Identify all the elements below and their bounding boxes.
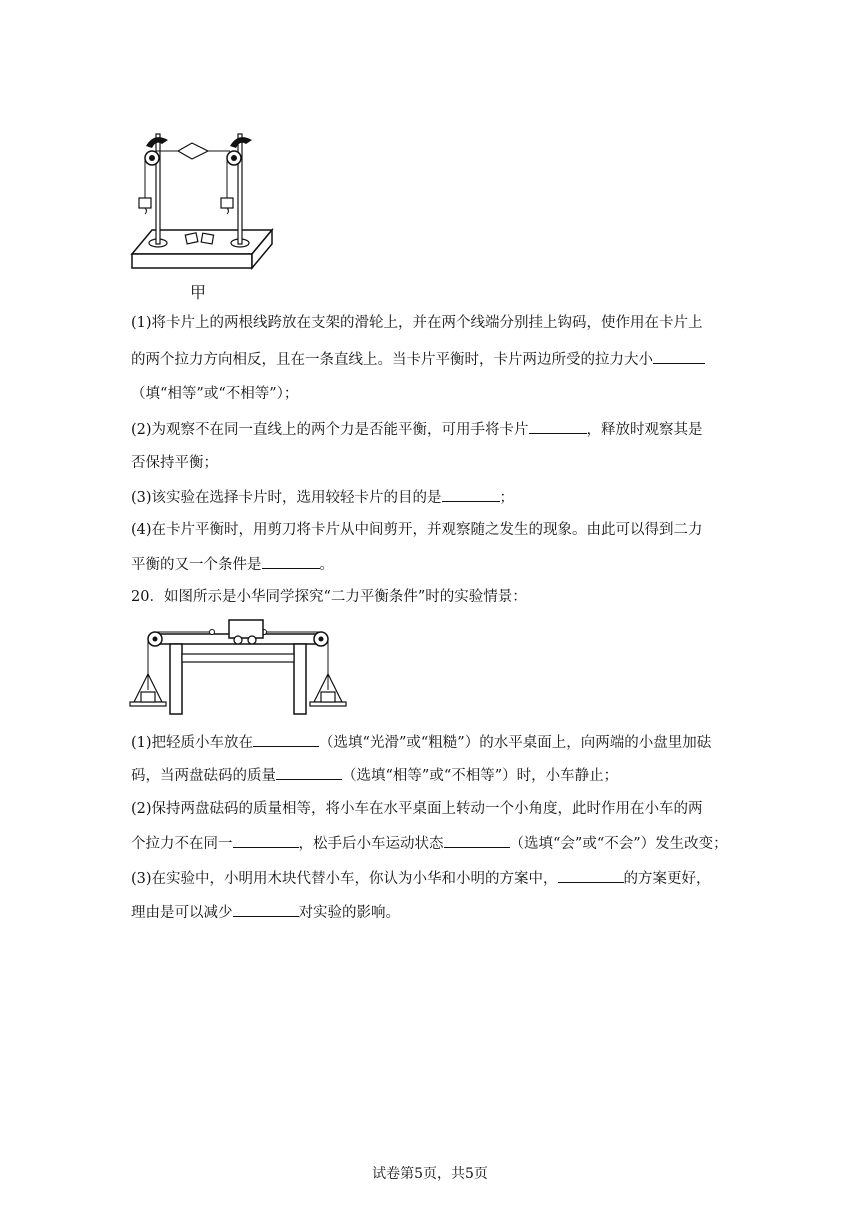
answer-blank[interactable] [233, 902, 299, 917]
q20-part3-line2: 理由是可以减少 对实验的影响。 [131, 902, 400, 923]
q20-part3-line1: (3)在实验中，小明用木块代替小车，你认为小华和小明的方案中， 的方案更好， [131, 868, 711, 889]
q20-part2-line2: 个拉力不在同一 ，松手后小车运动状态 （选填“会”或“不会”）发生改变； [131, 833, 728, 854]
q19-part1-line3: （填“相等”或“不相等”）； [131, 386, 299, 402]
q19-part4-line2: 平衡的又一个条件是 。 [131, 554, 334, 575]
answer-blank[interactable] [444, 833, 510, 848]
answer-blank[interactable] [262, 554, 320, 569]
q20-part1-line1: (1)把轻质小车放在 （选填“光滑”或“粗糙”）的水平桌面上，向两端的小盘里加砝 [131, 732, 711, 753]
q19-part1-line1: (1)将卡片上的两根线跨放在支架的滑轮上，并在两个线端分别挂上钩码，使作用在卡片上 [131, 315, 703, 331]
q20-part1-line2: 码，当两盘砝码的质量 （选填“相等”或“不相等”）时，小车静止； [131, 765, 618, 786]
stand-pulley-card-figure [126, 126, 276, 276]
answer-blank[interactable] [233, 833, 299, 848]
page-footer: 试卷第5页，共5页 [372, 1166, 488, 1182]
q20-part2-line1: (2)保持两盘砝码的质量相等，将小车在水平桌面上转动一个小角度，此时作用在小车的两 [131, 801, 703, 817]
q19-part4-line1: (4)在卡片平衡时，用剪刀将卡片从中间剪开，并观察随之发生的现象。由此可以得到二力 [131, 522, 703, 538]
q19-part2-line2: 否保持平衡； [131, 455, 218, 471]
q19-part2-line1: (2)为观察不在同一直线上的两个力是否能平衡，可用手将卡片 ，释放时观察其是 [131, 419, 703, 440]
answer-blank[interactable] [558, 868, 624, 883]
q20-title: 20．如图所示是小华同学探究“二力平衡条件”时的实验情景： [131, 589, 527, 605]
q19-part1-line2: 的两个拉力方向相反，且在一条直线上。当卡片平衡时，卡片两边所受的拉力大小 [131, 349, 705, 370]
figure-caption: 甲 [190, 283, 207, 302]
answer-blank[interactable] [653, 349, 705, 364]
answer-blank[interactable] [529, 419, 587, 434]
answer-blank[interactable] [253, 732, 319, 747]
answer-blank[interactable] [442, 487, 500, 502]
table-cart-pulley-figure [128, 618, 348, 718]
q19-part3: (3)该实验在选择卡片时，选用较轻卡片的目的是 ； [131, 487, 514, 508]
answer-blank[interactable] [276, 765, 342, 780]
